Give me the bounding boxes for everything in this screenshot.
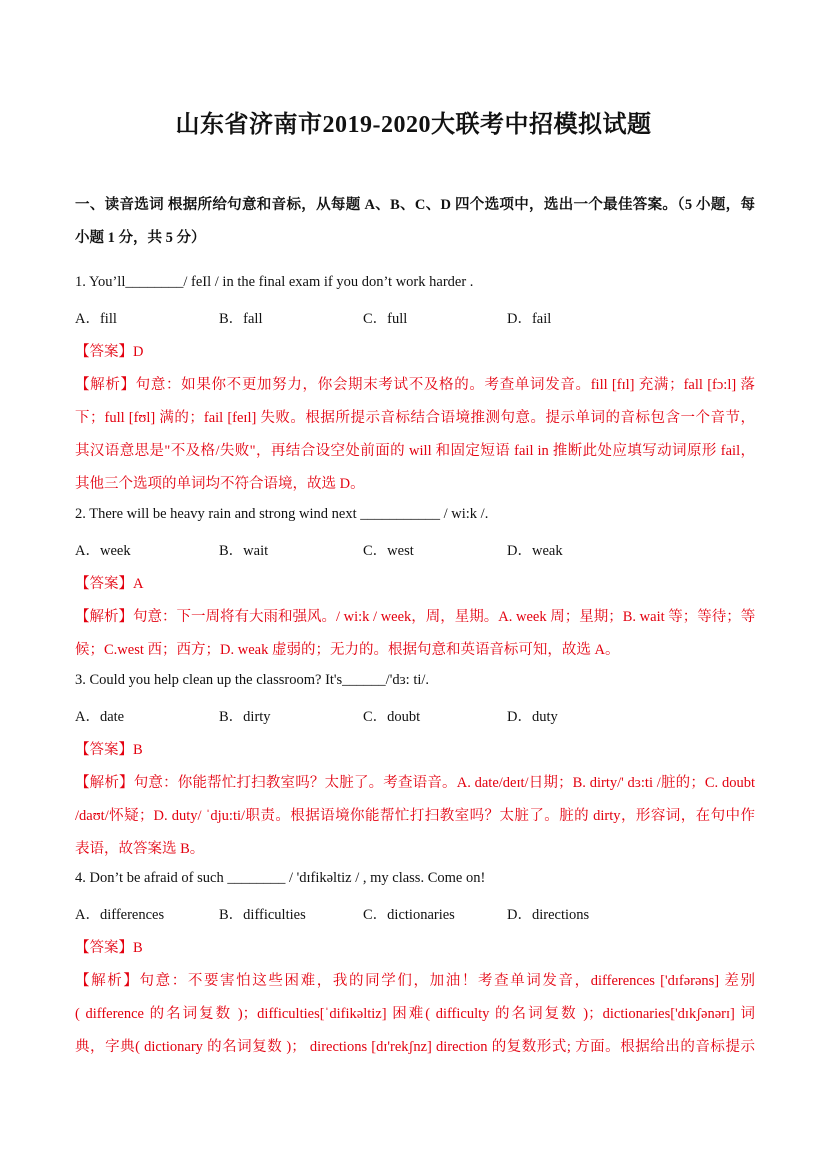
question-3-stem: 3. Could you help clean up the classroom? It's______/'dɜ: ti/. [75, 672, 430, 688]
page-title: 山东省济南市2019-2020大联考中招模拟试题 [175, 112, 652, 138]
question-2-stem: 2. There will be heavy rain and strong wind next ___________ / wi:k /. [75, 506, 489, 522]
question-1-analysis-line: 其汉语意思是"不及格/失败"，再结合设空处前面的 will 和固定短语 fail in 推断此处应填写动词原形 fail， [75, 443, 755, 459]
question-2-answer: 【答案】A [75, 576, 144, 592]
question-4-analysis-line: 【解析】句意：不要害怕这些困难，我的同学们，加油！考查单词发音，differences ['dɪfərəns] 差别 [75, 973, 755, 989]
section-instruction-line2: 小题 1 分，共 5 分） [75, 230, 206, 246]
question-3-option-d: D．duty [507, 709, 558, 725]
question-1-analysis-line: 下；full [fʊl] 满的；fail [feɪl] 失败。根据所提示音标结合语境推测句意。提示单词的音标包含一个音节， [75, 410, 755, 426]
section-instruction-line1: 一、读音选词 根据所给句意和音标，从每题 A、B、C、D 四个选项中，选出一个最佳答案。（5 小题，每 [75, 197, 755, 213]
question-3-option-a: A．date [75, 709, 125, 725]
question-1-option-c: C．full [363, 311, 408, 327]
question-1-answer: 【答案】D [75, 344, 144, 360]
question-3-analysis-line: /daʊt/怀疑；D. duty/ ˈdju:ti/职责。根据语境你能帮忙打扫教室吗？太脏了。脏的 dirty，形容词，在句中作 [75, 808, 755, 824]
question-1-option-a: A．fill [75, 311, 117, 327]
question-4-option-c: C．dictionaries [363, 907, 455, 923]
question-3-answer: 【答案】B [75, 742, 143, 758]
question-2-option-a: A．week [75, 543, 131, 559]
question-3-analysis-line: 【解析】句意：你能帮忙打扫教室吗？太脏了。考查语音。A. date/deɪt/日期；B. dirty/' dɜ:ti /脏的；C. doubt [75, 775, 755, 791]
question-4-analysis-line: 典，字典( dictionary 的名词复数 )； directions [dɪ'rekʃnz] direction 的复数形式; 方面。根据给出的音标提示 [75, 1039, 755, 1055]
question-4-option-b: B．difficulties [219, 907, 306, 923]
question-4-stem: 4. Don’t be afraid of such ________ / 'dɪfikəltiz / , my class. Come on! [75, 870, 486, 886]
question-1-option-d: D．fail [507, 311, 552, 327]
question-4-option-a: A．differences [75, 907, 165, 923]
question-1-option-b: B．fall [219, 311, 263, 327]
question-2-analysis-line: 候；C.west 西；西方；D. weak 虚弱的；无力的。根据句意和英语音标可知，故选 A。 [75, 642, 620, 658]
question-2-option-c: C．west [363, 543, 414, 559]
question-4-analysis-line: ( difference 的名词复数 )；difficulties[ˈdifikəltiz] 困难( difficulty 的名词复数 )；dictionaries['dɪkʃənərɪ] 词 [75, 1006, 755, 1022]
question-1-stem: 1. You’ll________/ feIl / in the final exam if you don’t work harder . [75, 274, 474, 290]
question-4-answer: 【答案】B [75, 940, 143, 956]
question-3-option-b: B．dirty [219, 709, 271, 725]
question-2-option-b: B．wait [219, 543, 269, 559]
question-1-analysis-line: 其他三个选项的单词均不符合语境，故选 D。 [75, 476, 365, 492]
question-3-option-c: C．doubt [363, 709, 421, 725]
question-3-analysis-line: 表语，故答案选 B。 [75, 841, 205, 857]
question-4-option-d: D．directions [507, 907, 590, 923]
question-2-analysis-line: 【解析】句意：下一周将有大雨和强风。/ wi:k / week，周，星期。A. week 周；星期；B. wait 等；等待；等 [75, 609, 756, 625]
question-1-analysis-line: 【解析】句意：如果你不更加努力，你会期末考试不及格的。考查单词发音。fill [fɪl] 充满；fall [fɔ:l] 落 [75, 377, 755, 393]
question-2-option-d: D．weak [507, 543, 563, 559]
